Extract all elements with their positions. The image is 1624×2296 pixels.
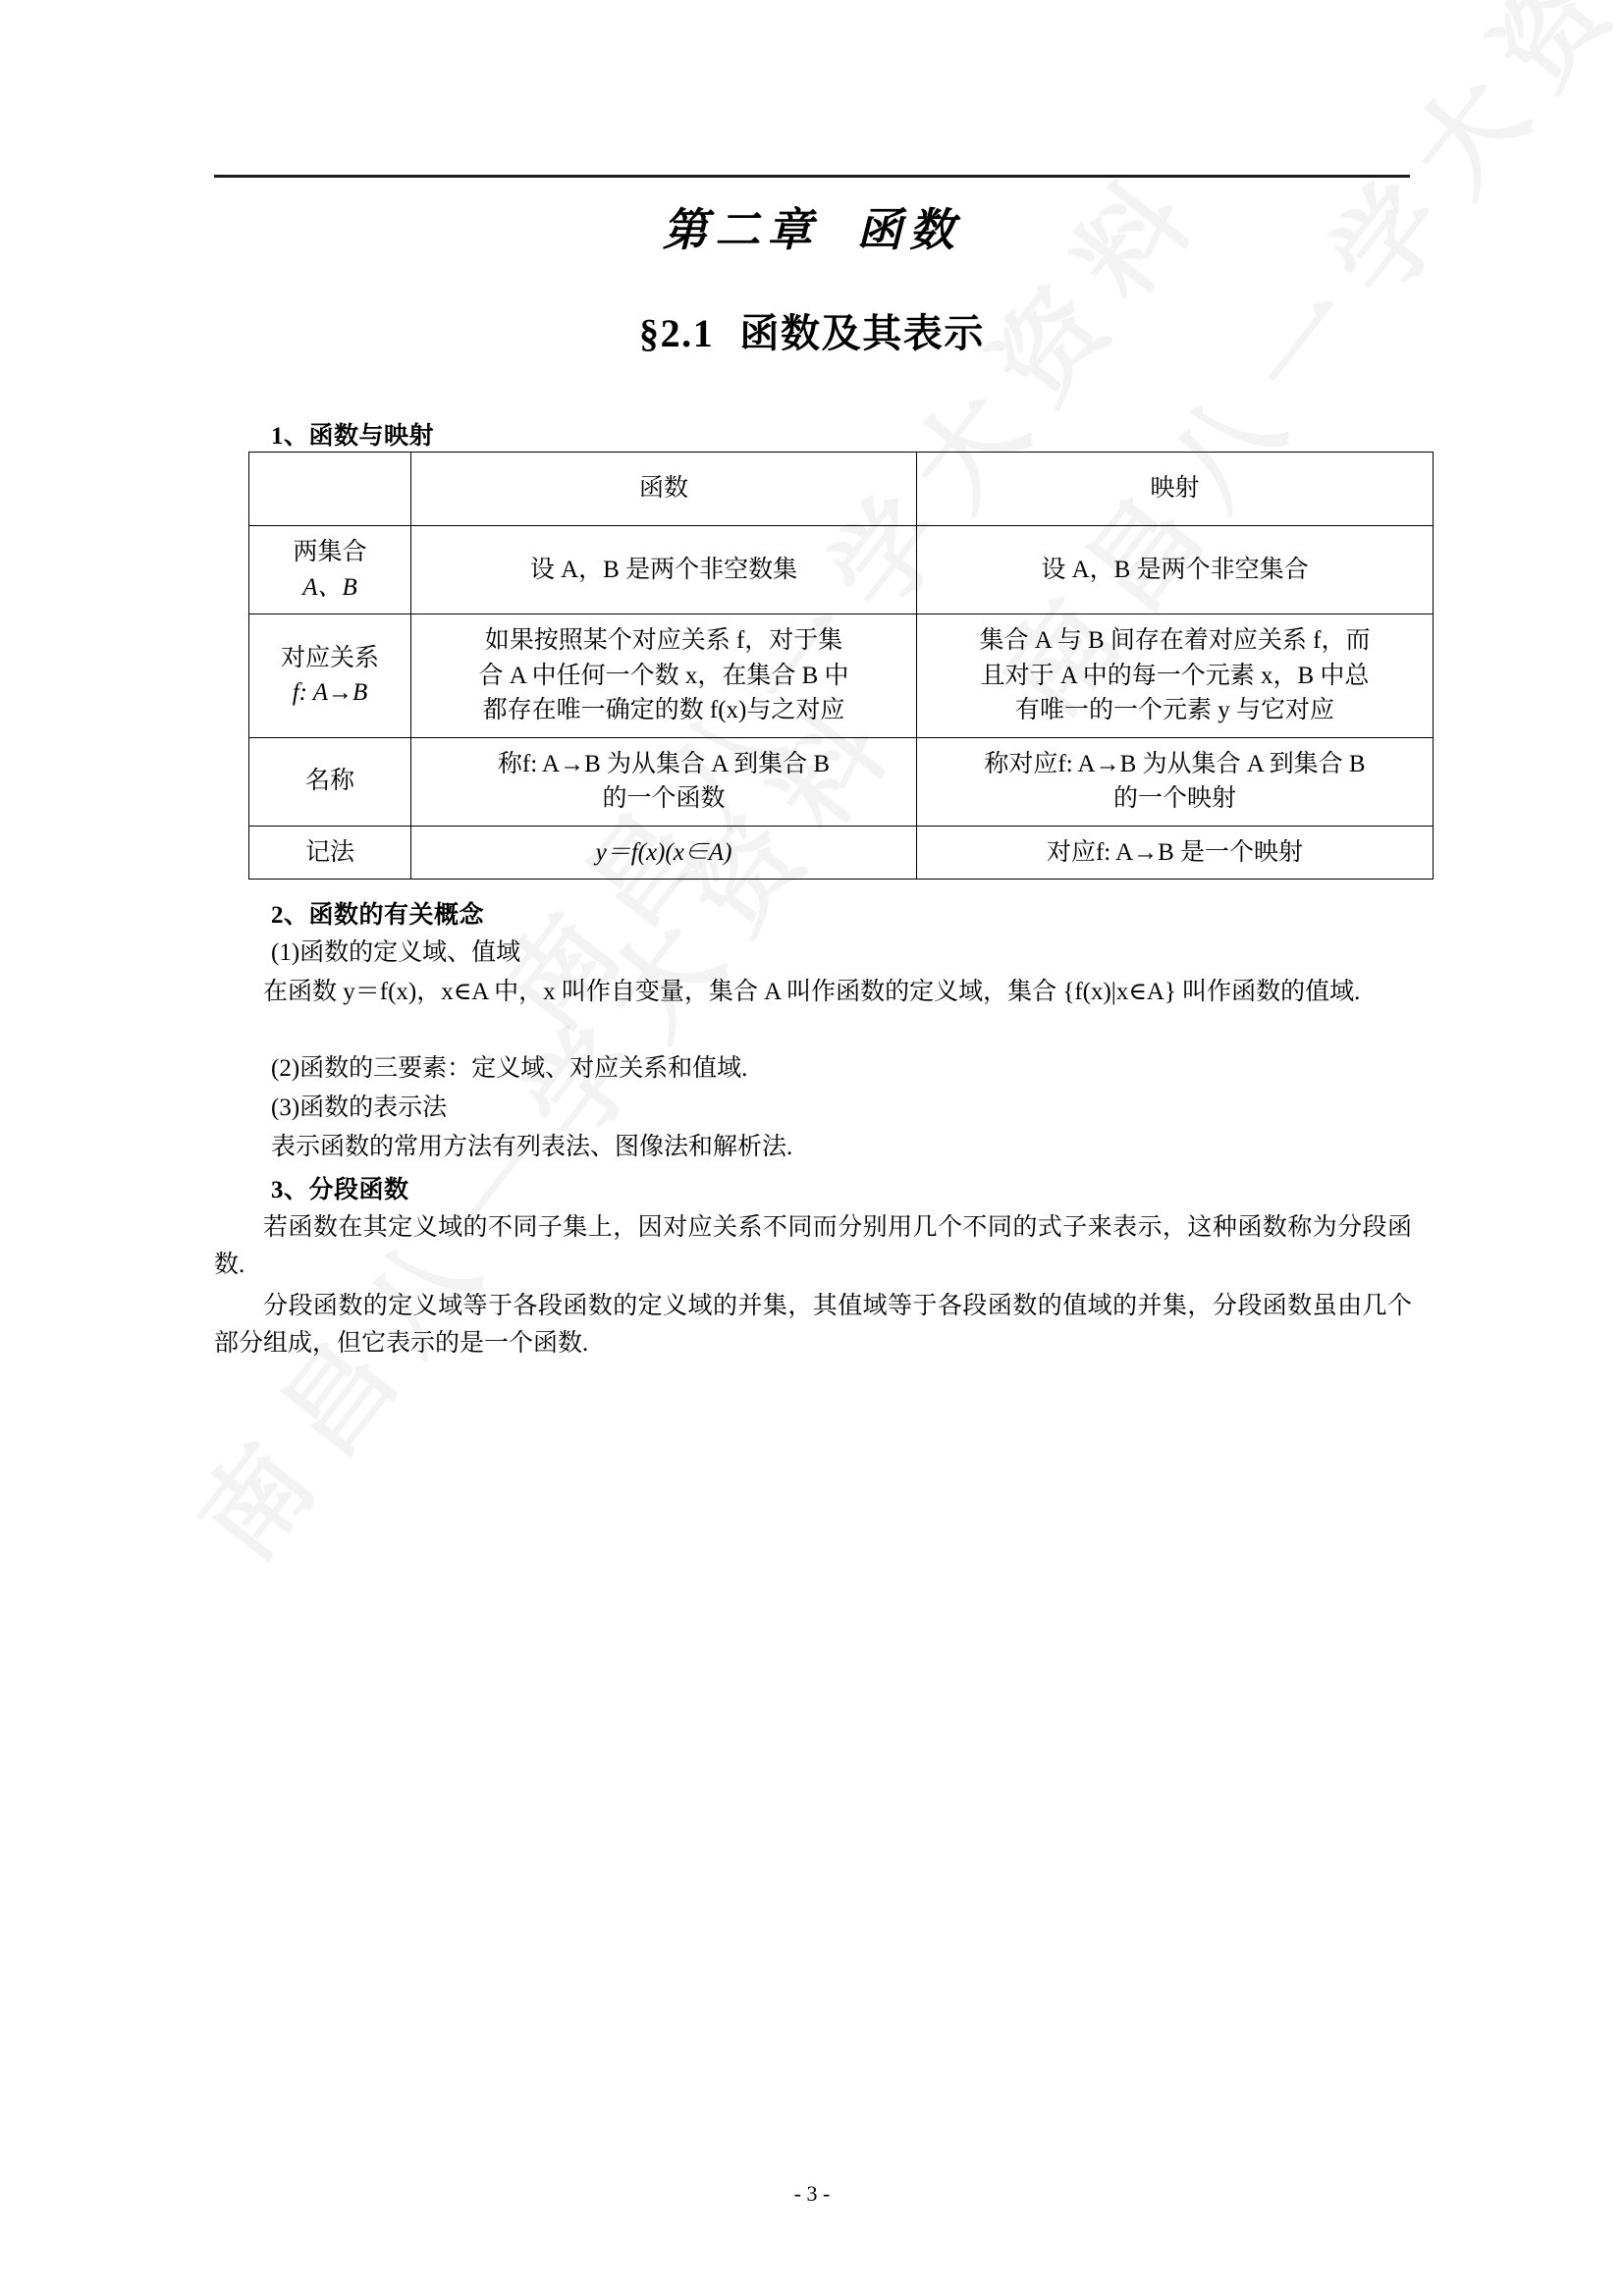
table-row: [249, 614, 1434, 738]
cell-mapping-notation: [917, 826, 1434, 880]
table-header-mapping: 映射: [917, 453, 1434, 526]
chapter-title-subject: 函数: [856, 205, 962, 255]
table-header-blank: [249, 453, 411, 526]
row-label-two-sets: [249, 526, 411, 614]
paragraph-three-elements: (2)函数的三要素：定义域、对应关系和值域.: [271, 1055, 748, 1082]
header-rule: [214, 175, 1410, 178]
cell-text: 对应f: A→B 是一个映射: [1046, 838, 1304, 866]
cell-text: y＝f(x)(x∈A): [595, 838, 732, 866]
cell-function-notation: [411, 826, 917, 880]
cell-line: 且对于 A 中的每一个元素 x，B 中总: [980, 662, 1370, 689]
cell-line: 如果按照某个对应关系 f，对于集: [484, 627, 843, 654]
paragraph-piecewise-definition: 若函数在其定义域的不同子集上，因对应关系不同而分别用几个不同的式子来表示，这种函数称为分段函数.: [214, 1214, 1412, 1278]
heading-function-concepts: 2、函数的有关概念: [271, 902, 485, 929]
cell-text: 设 A，B 是两个非空数集: [529, 556, 798, 583]
section-title-text: 函数及其表示: [739, 311, 985, 355]
row-label-line1: 对应关系: [280, 644, 379, 671]
row-label-line1: 两集合: [293, 539, 367, 565]
cell-function-name: [411, 737, 917, 826]
page-number: - 3 -: [793, 2181, 831, 2206]
paragraph-domain-range-body: 在函数 y＝f(x)，x∈A 中，x 叫作自变量，集合 A 叫作函数的定义域，集合 {f(x)|x∈A} 叫作函数的值域.: [263, 979, 1361, 1005]
table-header-row: [249, 453, 1434, 526]
cell-line: 都存在唯一确定的数 f(x)与之对应: [482, 697, 845, 723]
cell-line: 的一个函数: [602, 785, 726, 812]
heading-piecewise-function: 3、分段函数: [271, 1177, 409, 1203]
cell-line: 称f: A→B 为从集合 A 到集合 B: [497, 750, 831, 777]
paragraph-representation-title: (3)函数的表示法: [271, 1095, 448, 1121]
row-label-line1: 记法: [304, 838, 354, 866]
table-row: [249, 526, 1434, 614]
cell-line: 合 A 中任何一个数 x，在集合 B 中: [478, 662, 849, 689]
row-label-line2: A、B: [302, 573, 357, 601]
row-label-notation: [249, 826, 411, 880]
chapter-title-number: 第二章: [662, 205, 820, 255]
cell-text: 设 A，B 是两个非空集合: [1041, 556, 1309, 583]
row-label-line2: f: A→B: [292, 679, 368, 707]
table-row: [249, 826, 1434, 880]
functions-mappings-table: [248, 452, 1434, 880]
row-label-name: [249, 737, 411, 826]
chapter-title: [0, 194, 1624, 259]
cell-line: 有唯一的一个元素 y 与它对应: [1014, 697, 1334, 723]
table-row: [249, 737, 1434, 826]
row-label-correspondence: [249, 614, 411, 738]
cell-line: 的一个映射: [1112, 785, 1236, 812]
row-label-line1: 名称: [304, 768, 354, 795]
paragraph-domain-range-title: (1)函数的定义域、值域: [271, 939, 521, 966]
section-number: §2.1: [638, 311, 715, 355]
cell-line: 称对应f: A→B 为从集合 A 到集合 B: [984, 750, 1366, 777]
section-title: [0, 302, 1624, 358]
cell-function-correspondence: [411, 614, 917, 738]
heading-functions-and-mappings: 1、函数与映射: [271, 423, 435, 450]
cell-mapping-correspondence: [917, 614, 1434, 738]
cell-function-two-sets: [411, 526, 917, 614]
cell-mapping-two-sets: [917, 526, 1434, 614]
cell-line: 集合 A 与 B 间存在着对应关系 f，而: [979, 627, 1371, 654]
table-header-function: 函数: [411, 453, 917, 526]
paragraph-piecewise-domain: 分段函数的定义域等于各段函数的定义域的并集，其值域等于各段函数的值域的并集，分段函数虽由几个部分组成，但它表示的是一个函数.: [214, 1293, 1412, 1357]
paragraph-representation-body: 表示函数的常用方法有列表法、图像法和解析法.: [271, 1134, 793, 1160]
cell-mapping-name: [917, 737, 1434, 826]
